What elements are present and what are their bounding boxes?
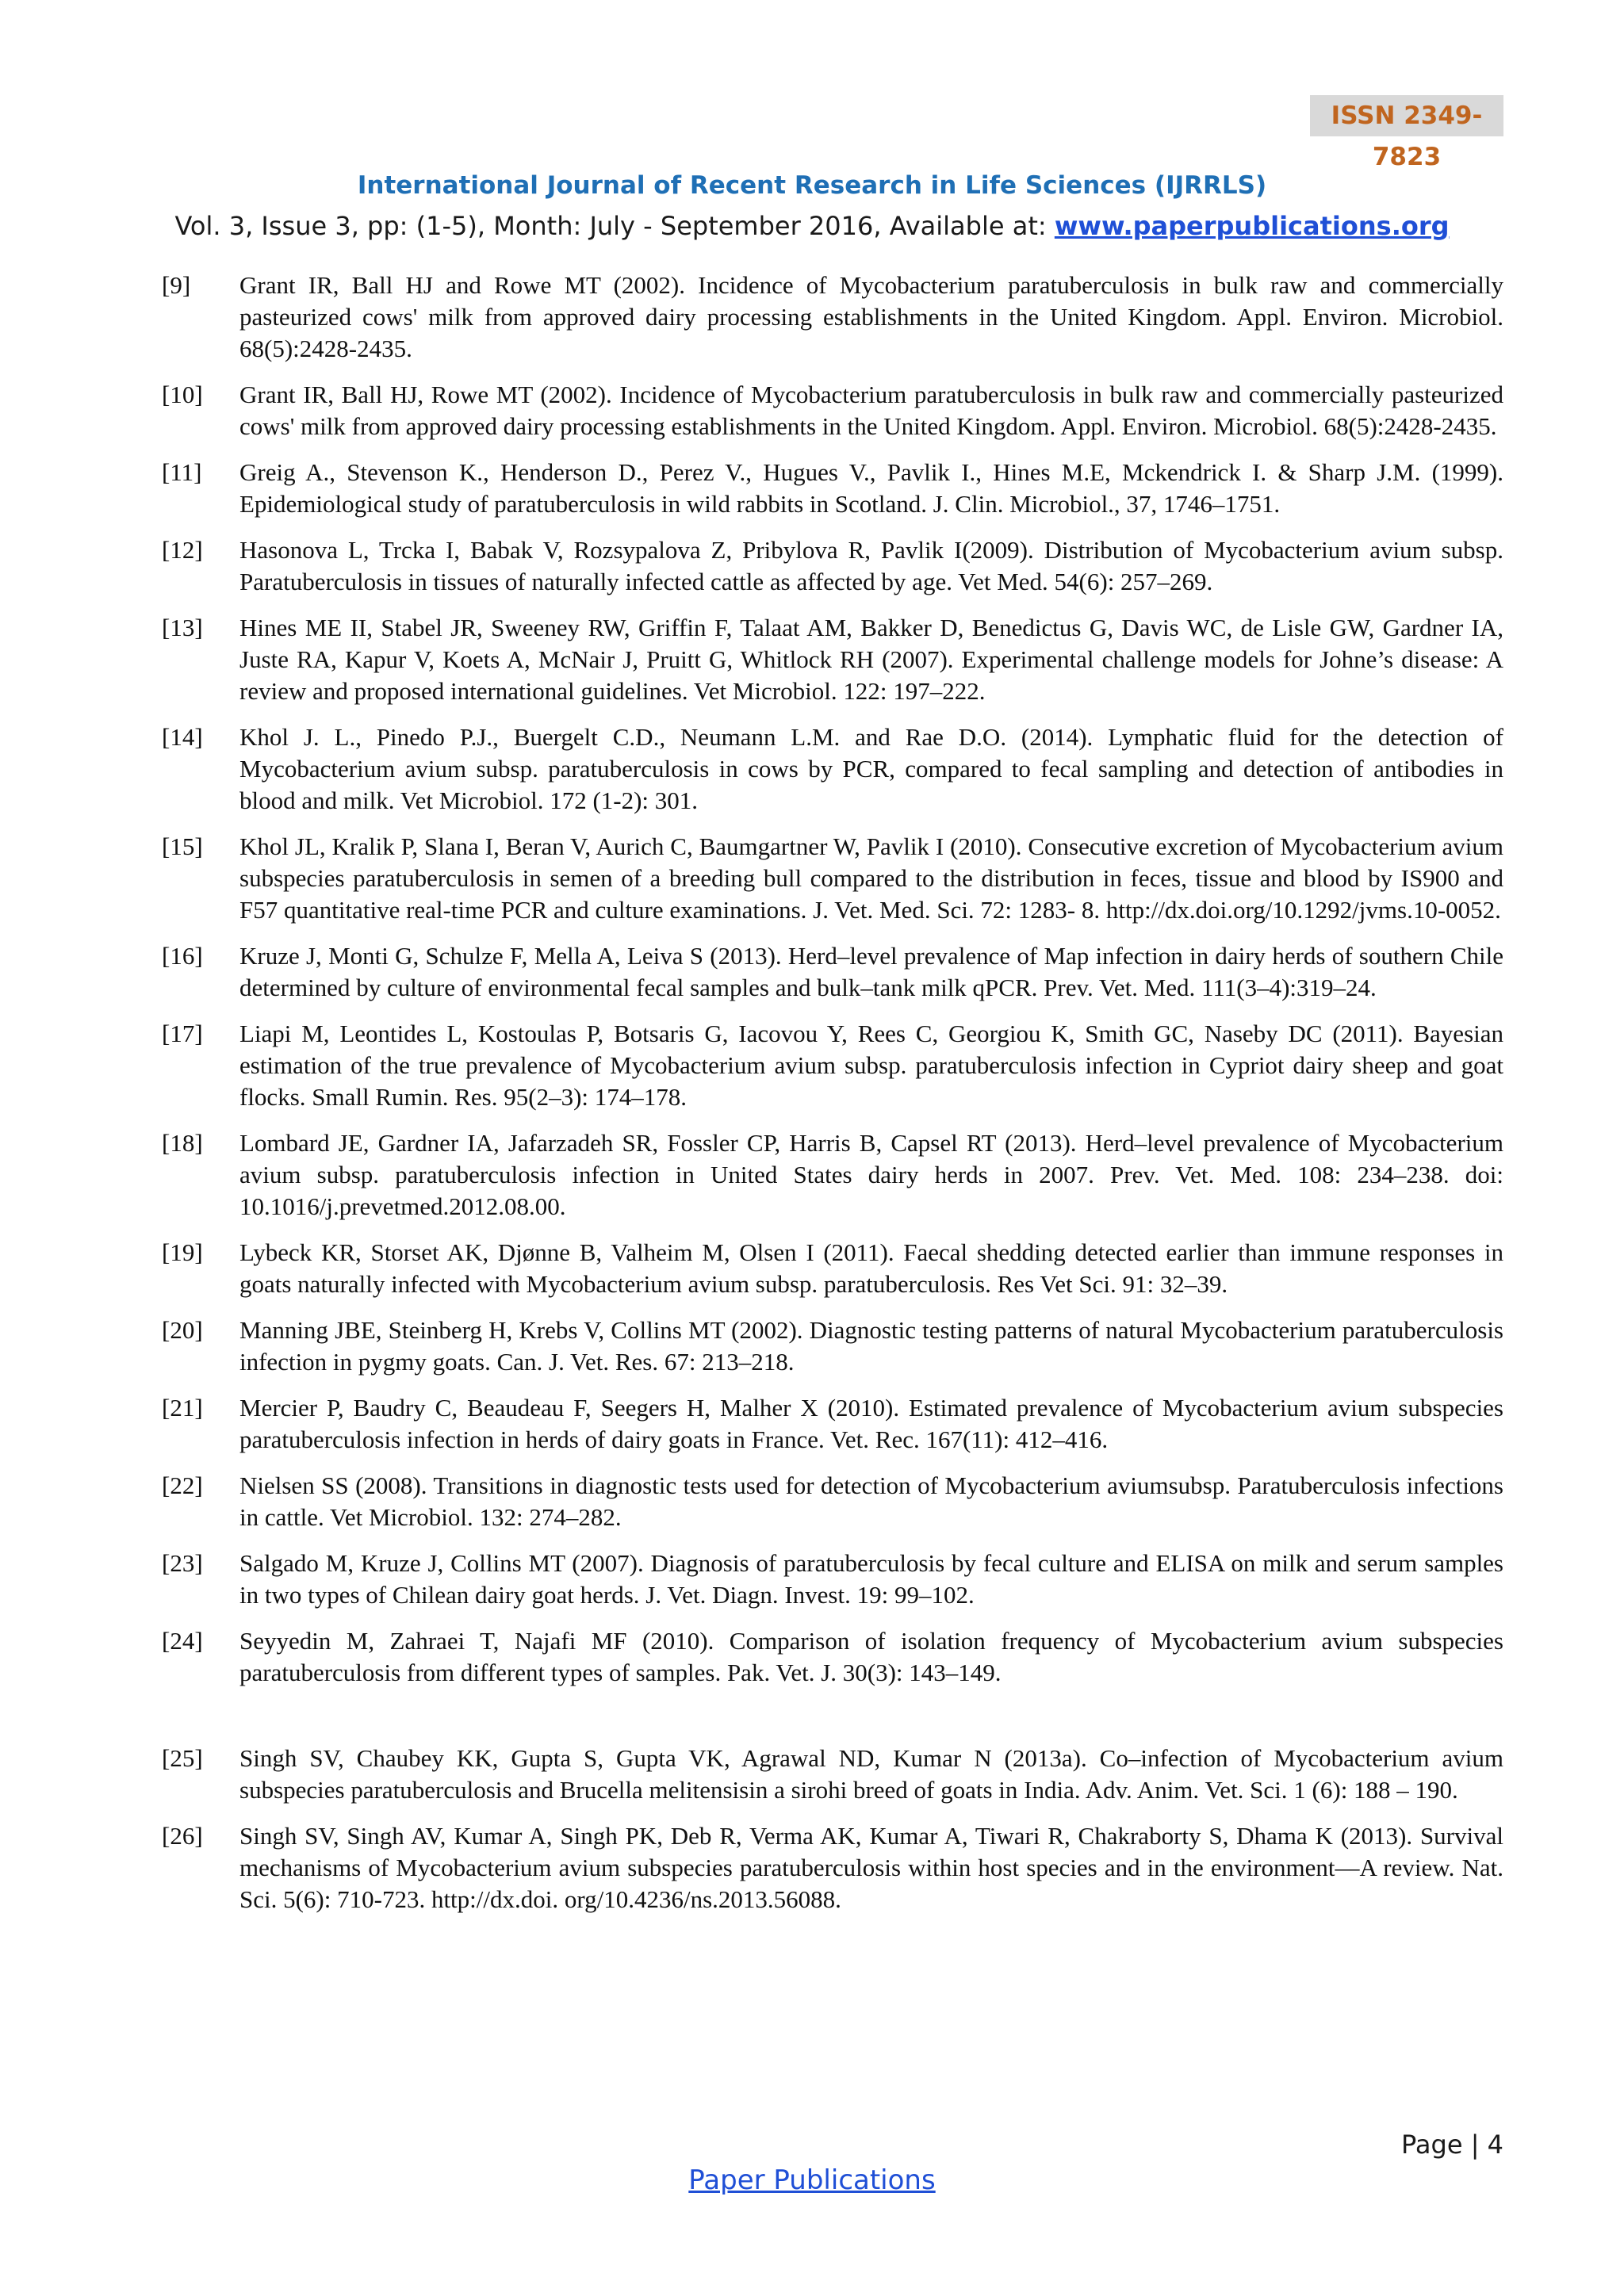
- reference-item: [162, 612, 1503, 707]
- journal-title: International Journal of Recent Research in Life Sciences (IJRRLS): [357, 171, 1267, 200]
- reference-number: [10]: [162, 381, 203, 408]
- reference-number: [18]: [162, 1129, 203, 1157]
- reference-number: [26]: [162, 1822, 203, 1850]
- reference-item: [162, 1548, 1503, 1611]
- journal-subtitle-text: Vol. 3, Issue 3, pp: (1-5), Month: July - September 2016, Available at:: [174, 211, 1055, 241]
- reference-item: [162, 1127, 1503, 1223]
- reference-text: Lybeck KR, Storset AK, Djønne B, Valheim M, Olsen I (2011). Faecal shedding detected earlier than immune responses in goats naturally infected with Mycobacterium avium subsp. paratuberculosis. Res Vet Sci. 91: 32–39.: [239, 1238, 1503, 1298]
- reference-number: [11]: [162, 458, 202, 486]
- reference-item: [162, 457, 1503, 520]
- reference-item: [162, 721, 1503, 817]
- reference-text: Khol JL, Kralik P, Slana I, Beran V, Aurich C, Baumgartner W, Pavlik I (2010). Consecutive excretion of Mycobacterium avium subspecies paratuberculosis in semen of a breeding bull compared to the distribution in feces, tissue and blood by IS900 and F57 quantitative real-time PCR and culture examinations. J. Vet. Med. Sci. 72: 1283- 8. http://dx.doi.org/10.1292/jvms.10-0052.: [239, 832, 1503, 924]
- reference-text: Seyyedin M, Zahraei T, Najafi MF (2010). Comparison of isolation frequency of Mycobacterium avium subspecies paratuberculosis from different types of samples. Pak. Vet. J. 30(3): 143–149.: [239, 1627, 1503, 1686]
- reference-item: [162, 940, 1503, 1004]
- reference-text: Grant IR, Ball HJ and Rowe MT (2002). Incidence of Mycobacterium paratuberculosis in bulk raw and commercially pasteurized cows' milk from approved dairy processing establishments in the United Kingdom. Appl. Environ. Microbiol. 68(5):2428-2435.: [239, 271, 1503, 362]
- reference-item: [162, 1743, 1503, 1806]
- reference-number: [23]: [162, 1549, 203, 1577]
- reference-item: [162, 534, 1503, 598]
- reference-number: [15]: [162, 832, 203, 860]
- reference-number: [9]: [162, 271, 191, 299]
- reference-text: Grant IR, Ball HJ, Rowe MT (2002). Incidence of Mycobacterium paratuberculosis in bulk raw and commercially pasteurized cows' milk from approved dairy processing establishments in the United Kingdom. Appl. Environ. Microbiol. 68(5):2428-2435.: [239, 381, 1503, 440]
- reference-text: Mercier P, Baudry C, Beaudeau F, Seegers H, Malher X (2010). Estimated prevalence of Mycobacterium avium subspecies paratuberculosis infection in herds of dairy goats in France. Vet. Rec. 167(11): 412–416.: [239, 1394, 1503, 1453]
- reference-item: [162, 1314, 1503, 1378]
- reference-text: Greig A., Stevenson K., Henderson D., Perez V., Hugues V., Pavlik I., Hines M.E, Mckendrick I. & Sharp J.M. (1999). Epidemiological study of paratuberculosis in wild rabbits in Scotland. J. Clin. Microbiol., 37, 1746–1751.: [239, 458, 1503, 518]
- reference-text: Liapi M, Leontides L, Kostoulas P, Botsaris G, Iacovou Y, Rees C, Georgiou K, Smith GC, Naseby DC (2011). Bayesian estimation of the true prevalence of Mycobacterium avium subsp. paratuberculosis infection in Cypriot dairy sheep and goat flocks. Small Rumin. Res. 95(2–3): 174–178.: [239, 1020, 1503, 1111]
- reference-text: Nielsen SS (2008). Transitions in diagnostic tests used for detection of Mycobacterium aviumsubsp. Paratuberculosis infections in cattle. Vet Microbiol. 132: 274–282.: [239, 1471, 1503, 1531]
- reference-number: [17]: [162, 1020, 203, 1047]
- reference-text: Singh SV, Singh AV, Kumar A, Singh PK, Deb R, Verma AK, Kumar A, Tiwari R, Chakraborty S, Dhama K (2013). Survival mechanisms of Mycobacterium avium subspecies paratuberculosis within host species and in the environment—A review. Nat. Sci. 5(6): 710-723. http://dx.doi. org/10.4236/ns.2013.56088.: [239, 1822, 1503, 1913]
- reference-number: [16]: [162, 942, 203, 970]
- reference-item: [162, 1820, 1503, 1915]
- reference-number: [12]: [162, 536, 203, 564]
- reference-item: [162, 379, 1503, 442]
- reference-number: [19]: [162, 1238, 203, 1266]
- reference-item: [162, 270, 1503, 365]
- reference-number: [22]: [162, 1471, 203, 1499]
- reference-number: [24]: [162, 1627, 203, 1655]
- reference-text: Kruze J, Monti G, Schulze F, Mella A, Leiva S (2013). Herd–level prevalence of Map infection in dairy herds of southern Chile determined by culture of environmental fecal samples and bulk–tank milk qPCR. Prev. Vet. Med. 111(3–4):319–24.: [239, 942, 1503, 1001]
- reference-number: [25]: [162, 1744, 203, 1772]
- page-number: Page | 4: [1401, 2130, 1503, 2160]
- publisher-link[interactable]: Paper Publications: [688, 2164, 936, 2196]
- reference-item: [162, 1470, 1503, 1533]
- reference-item: [162, 1625, 1503, 1689]
- reference-text: Manning JBE, Steinberg H, Krebs V, Collins MT (2002). Diagnostic testing patterns of natural Mycobacterium paratuberculosis infection in pygmy goats. Can. J. Vet. Res. 67: 213–218.: [239, 1316, 1503, 1376]
- reference-text: Salgado M, Kruze J, Collins MT (2007). Diagnosis of paratuberculosis by fecal culture and ELISA on milk and serum samples in two types of Chilean dairy goat herds. J. Vet. Diagn. Invest. 19: 99–102.: [239, 1549, 1503, 1609]
- reference-number: [21]: [162, 1394, 203, 1422]
- reference-text: Hines ME II, Stabel JR, Sweeney RW, Griffin F, Talaat AM, Bakker D, Benedictus G, Davis WC, de Lisle GW, Gardner IA, Juste RA, Kapur V, Koets A, McNair J, Pruitt G, Whitlock RH (2007). Experimental challenge models for Johne’s disease: A review and proposed international guidelines. Vet Microbiol. 122: 197–222.: [239, 614, 1503, 705]
- issn-badge: ISSN 2349-7823: [1310, 95, 1503, 136]
- reference-list: [162, 270, 1503, 1930]
- reference-text: Khol J. L., Pinedo P.J., Buergelt C.D., Neumann L.M. and Rae D.O. (2014). Lymphatic fluid for the detection of Mycobacterium avium subsp. paratuberculosis in cows by PCR, compared to fecal sampling and detection of antibodies in blood and milk. Vet Microbiol. 172 (1-2): 301.: [239, 723, 1503, 814]
- reference-item: [162, 1392, 1503, 1456]
- reference-text: Lombard JE, Gardner IA, Jafarzadeh SR, Fossler CP, Harris B, Capsel RT (2013). Herd–level prevalence of Mycobacterium avium subsp. paratuberculosis infection in United States dairy herds in 2007. Prev. Vet. Med. 108: 234–238. doi: 10.1016/j.prevetmed.2012.08.00.: [239, 1129, 1503, 1220]
- reference-text: Hasonova L, Trcka I, Babak V, Rozsypalova Z, Pribylova R, Pavlik I(2009). Distribution of Mycobacterium avium subsp. Paratuberculosis in tissues of naturally infected cattle as affected by age. Vet Med. 54(6): 257–269.: [239, 536, 1503, 595]
- reference-item: [162, 1018, 1503, 1113]
- reference-text: Singh SV, Chaubey KK, Gupta S, Gupta VK, Agrawal ND, Kumar N (2013a). Co–infection of Mycobacterium avium subspecies paratuberculosis and Brucella melitensisin a sirohi breed of goats in India. Adv. Anim. Vet. Sci. 1 (6): 188 – 190.: [239, 1744, 1503, 1804]
- reference-item: [162, 1237, 1503, 1300]
- reference-number: [14]: [162, 723, 203, 751]
- reference-number: [20]: [162, 1316, 203, 1344]
- reference-item: [162, 831, 1503, 926]
- journal-website-link[interactable]: www.paperpublications.org: [1054, 211, 1450, 241]
- reference-number: [13]: [162, 614, 203, 641]
- journal-subtitle: [0, 211, 1624, 241]
